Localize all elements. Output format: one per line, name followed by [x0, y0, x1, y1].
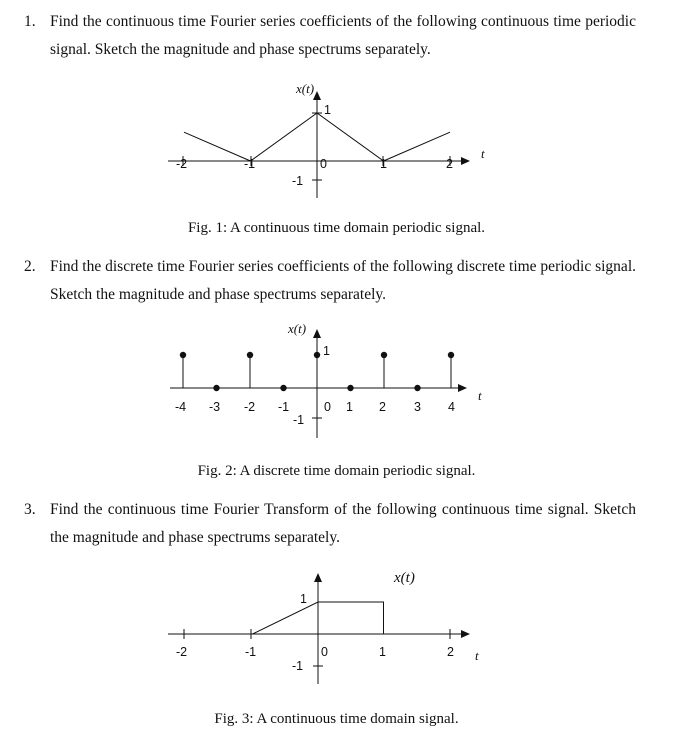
t-arrow: [461, 630, 470, 638]
x-tick-label: 2: [446, 157, 453, 171]
x-tick-label: 1: [346, 400, 353, 414]
x-tick-label: 4: [448, 400, 455, 414]
signal-label: x(t): [394, 570, 415, 586]
t-axis-label: t: [478, 388, 482, 403]
t-arrow: [458, 384, 467, 392]
axes: [170, 329, 467, 438]
stem-point: [180, 352, 186, 358]
x-tick-label: -2: [176, 157, 188, 171]
question-text: Find the discrete time Fourier series coefficients of the following discrete time periodic signal. Sketch the magnitude and phase spectrums separately.: [50, 258, 636, 303]
y-axis-label: x(t): [296, 81, 315, 96]
figure-2: [0, 320, 673, 440]
x-tick-label: -1: [278, 400, 290, 414]
x-tick-label: 3: [414, 400, 421, 414]
question-text: Find the continuous time Fourier series coefficients of the following continuous time periodic signal. Sketch the magnitude and phase spectrums separately.: [50, 13, 636, 58]
y-arrow: [314, 573, 322, 582]
x-tick-label: -4: [175, 400, 187, 414]
stem-point: [414, 385, 420, 391]
stem-point: [314, 352, 320, 358]
x-tick-label: 2: [379, 400, 386, 414]
question-1: [24, 8, 636, 64]
stem-point: [213, 385, 219, 391]
x-tick-label: -1: [244, 157, 256, 171]
x-tick-label: -2: [244, 400, 256, 414]
x-tick-label: 0: [321, 645, 328, 659]
stem-point: [247, 352, 253, 358]
x-tick-label: 1: [379, 645, 386, 659]
figure-1-caption: Fig. 1: A continuous time domain periodic signal.: [187, 220, 486, 236]
y-tick-label-neg: -1: [292, 174, 304, 188]
question-number: 1.: [24, 13, 36, 30]
y-arrow: [313, 91, 321, 100]
x-tick-label: -3: [209, 400, 221, 414]
axes: [168, 573, 470, 684]
stem-point: [280, 385, 286, 391]
question-2: [24, 253, 636, 309]
t-axis-label: t: [475, 648, 479, 663]
x-tick-label: 2: [447, 645, 454, 659]
question-number: 3.: [24, 501, 36, 518]
figure-3-caption: Fig. 3: A continuous time domain signal.: [214, 711, 459, 727]
x-tick-label: 1: [380, 157, 387, 171]
y-tick-label-neg: -1: [293, 413, 305, 427]
y-tick-label-neg: -1: [292, 659, 304, 673]
question-number: 2.: [24, 258, 36, 275]
y-tick-label-pos: 1: [300, 592, 307, 606]
t-arrow: [461, 157, 470, 165]
y-arrow: [313, 329, 321, 338]
stem-point: [448, 352, 454, 358]
stem-point: [381, 352, 387, 358]
t-axis-label: t: [481, 146, 485, 161]
x-tick-label: 0: [320, 157, 327, 171]
y-tick-label-pos: 1: [324, 103, 331, 117]
question-text: Find the continuous time Fourier Transform of the following continuous time signal. Sketch the magnitude and phase spectrums separately.: [50, 501, 636, 546]
y-axis-label: x(t): [288, 321, 307, 336]
y-tick-label-pos: 1: [323, 344, 330, 358]
stem-group: [180, 352, 454, 391]
x-tick-label: -2: [176, 645, 188, 659]
stem-point: [347, 385, 353, 391]
figure-3: [0, 566, 673, 686]
question-3: [24, 496, 636, 552]
figure-2-caption: Fig. 2: A discrete time domain periodic signal.: [197, 463, 476, 479]
x-tick-label: -1: [245, 645, 257, 659]
figure-1: [0, 78, 673, 198]
x-tick-label: 0: [324, 400, 331, 414]
